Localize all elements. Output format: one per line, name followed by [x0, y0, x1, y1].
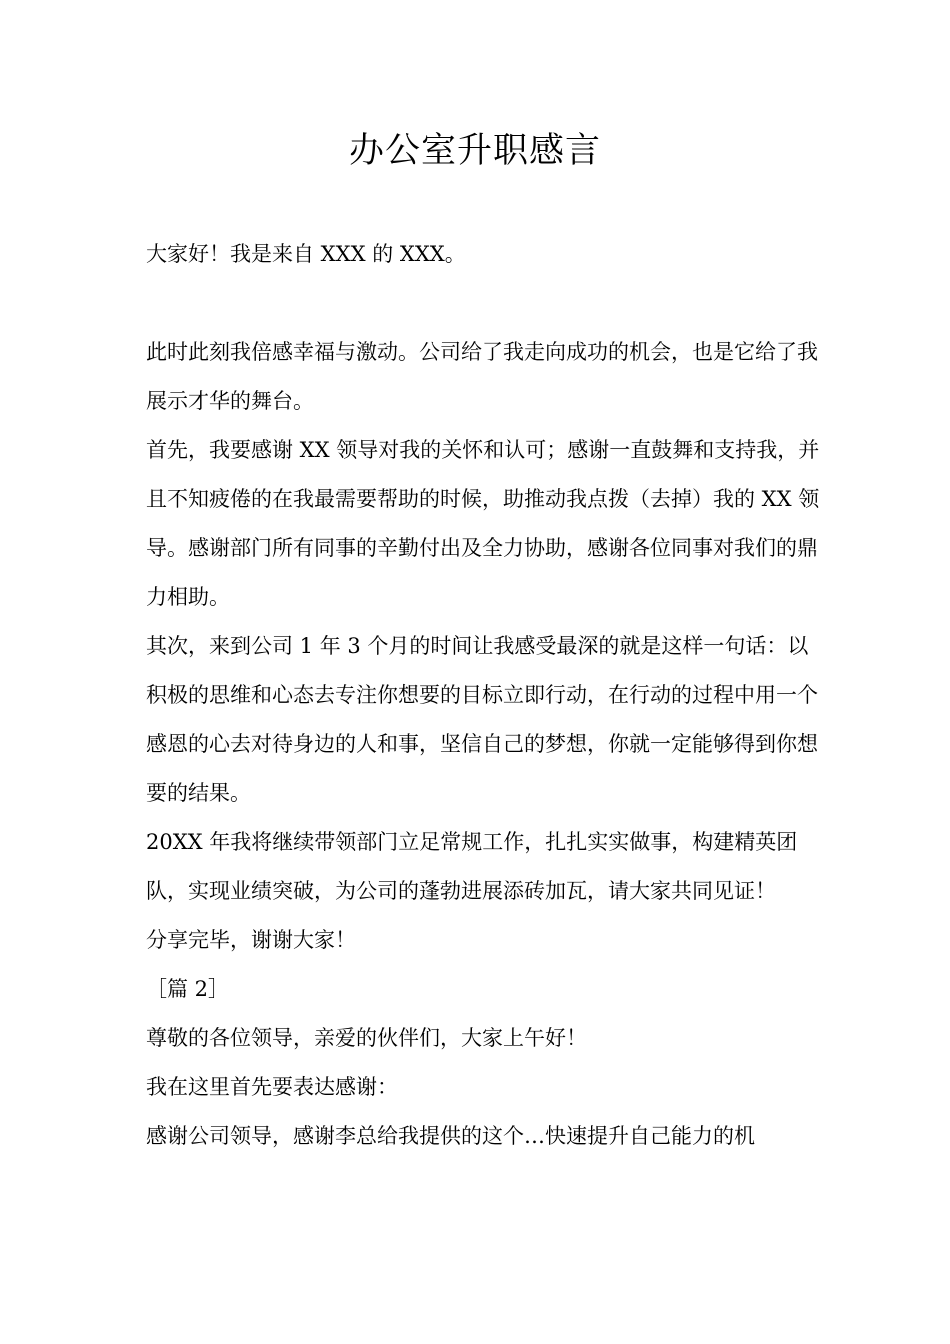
document-body — [146, 230, 826, 1161]
document-title: 办公室升职感言 — [348, 131, 601, 171]
paragraph-thanks-company: 感谢公司领导，感谢李总给我提供的这个…快速提升自己能力的机 — [146, 1124, 755, 1148]
paragraph-future-plan: 20XX 年我将继续带领部门立足常规工作，扎扎实实做事，构建精英团队，实现业绩突破，为公司的蓬勃进展添砖加瓦，请大家共同见证！ — [146, 830, 798, 903]
paragraph-gratitude-intro: 此时此刻我倍感幸福与激动。公司给了我走向成功的机会，也是它给了我展示才华的舞台。 — [146, 340, 818, 413]
paragraph-salutation: 尊敬的各位领导，亲爱的伙伴们，大家上午好！ — [146, 1026, 587, 1050]
paragraph-experience: 其次，来到公司 1 年 3 个月的时间让我感受最深的就是这样一句话：以积极的思维和心态去专注你想要的目标立即行动，在行动的过程中用一个感恩的心去对待身边的人和事，坚信自己的梦想，你就一定能够得到你想要的结果。 — [146, 634, 818, 805]
paragraph-thanks-intro: 我在这里首先要表达感谢： — [146, 1075, 398, 1099]
paragraph-thanks-leaders: 首先，我要感谢 XX 领导对我的关怀和认可；感谢一直鼓舞和支持我，并且不知疲倦的在我最需要帮助的时候，助推动我点拨（去掉）我的 XX 领导。感谢部门所有同事的辛勤付出及全力协助，感谢各位同事对我们的鼎力相助。 — [146, 438, 820, 609]
paragraph-closing: 分享完毕，谢谢大家！ — [146, 928, 356, 952]
paragraph-spacer — [146, 279, 826, 328]
section-label: ［篇 2］ — [146, 977, 230, 1001]
paragraph-greeting: 大家好！我是来自 XXX 的 XXX。 — [146, 242, 466, 266]
